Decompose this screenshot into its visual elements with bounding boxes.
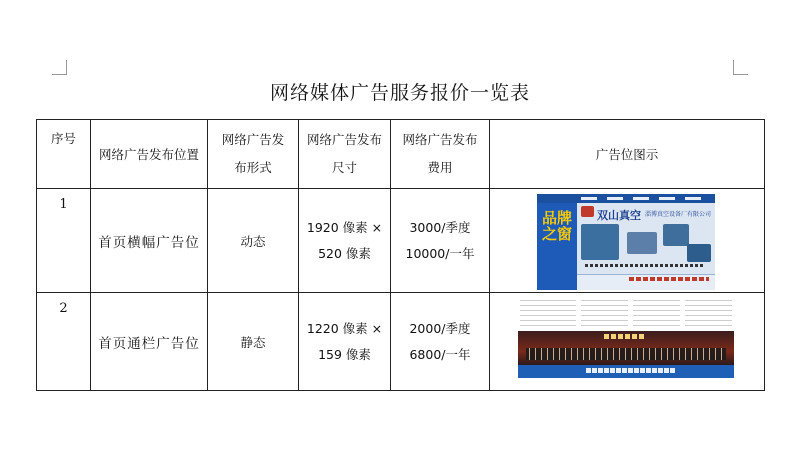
row-size	[299, 189, 391, 293]
row-size-line2: 520 像素	[318, 245, 371, 261]
row-image	[490, 293, 765, 391]
row-image	[490, 189, 765, 293]
document-title: 网络媒体广告服务报价一览表	[269, 82, 530, 104]
header-cost	[391, 120, 490, 189]
row-cost	[391, 293, 490, 391]
row-cost-line1: 2000/季度	[409, 320, 471, 336]
machine-image	[627, 232, 657, 254]
machine-image	[687, 244, 711, 262]
row-size-line1: 1920 像素 ×	[306, 219, 383, 235]
preview-text-rows	[520, 300, 732, 330]
header-form-line2: 布形式	[234, 160, 272, 175]
machine-image	[663, 224, 689, 246]
machine-image	[581, 224, 619, 260]
preview-subtitle: 淄博真空设备厂有限公司	[645, 211, 712, 218]
row-position: 首页通栏广告位	[91, 293, 208, 391]
header-cost-line1: 网络广告发布	[402, 132, 478, 147]
header-image: 广告位图示	[490, 120, 765, 189]
header-form-line1: 网络广告发	[221, 132, 285, 147]
header-position: 网络广告发布位置	[91, 120, 208, 189]
header-cost-line2: 费用	[427, 160, 453, 175]
header-form	[208, 120, 299, 189]
page-corner-mark-top-right	[733, 60, 748, 75]
price-table	[36, 119, 765, 391]
preview-vertical-text: 品牌之窗	[541, 209, 572, 243]
table-row	[37, 189, 765, 293]
banner-ad-preview-image	[537, 194, 715, 290]
header-size-line2: 尺寸	[331, 160, 357, 175]
row-size-line1: 1220 像素 ×	[306, 320, 383, 336]
row-cost-line1: 3000/季度	[409, 219, 471, 235]
banner-strip-preview-image	[516, 298, 736, 383]
row-form: 静态	[208, 293, 299, 391]
header-size	[299, 120, 391, 189]
page-corner-mark-top-left	[52, 60, 67, 75]
row-cost	[391, 189, 490, 293]
preview-logo-icon	[581, 206, 594, 217]
header-seq: 序号	[37, 120, 91, 189]
row-size-line2: 159 像素	[318, 346, 371, 362]
table-row	[37, 293, 765, 391]
row-size	[299, 293, 391, 391]
row-seq: 2	[37, 293, 91, 391]
row-position: 首页横幅广告位	[91, 189, 208, 293]
row-seq: 1	[37, 189, 91, 293]
row-cost-line2: 6800/一年	[409, 346, 471, 362]
row-form: 动态	[208, 189, 299, 293]
table-header-row	[37, 120, 765, 189]
preview-brand: 双山真空	[597, 209, 641, 222]
row-cost-line2: 10000/一年	[405, 245, 475, 261]
header-size-line1: 网络广告发布	[306, 132, 382, 147]
